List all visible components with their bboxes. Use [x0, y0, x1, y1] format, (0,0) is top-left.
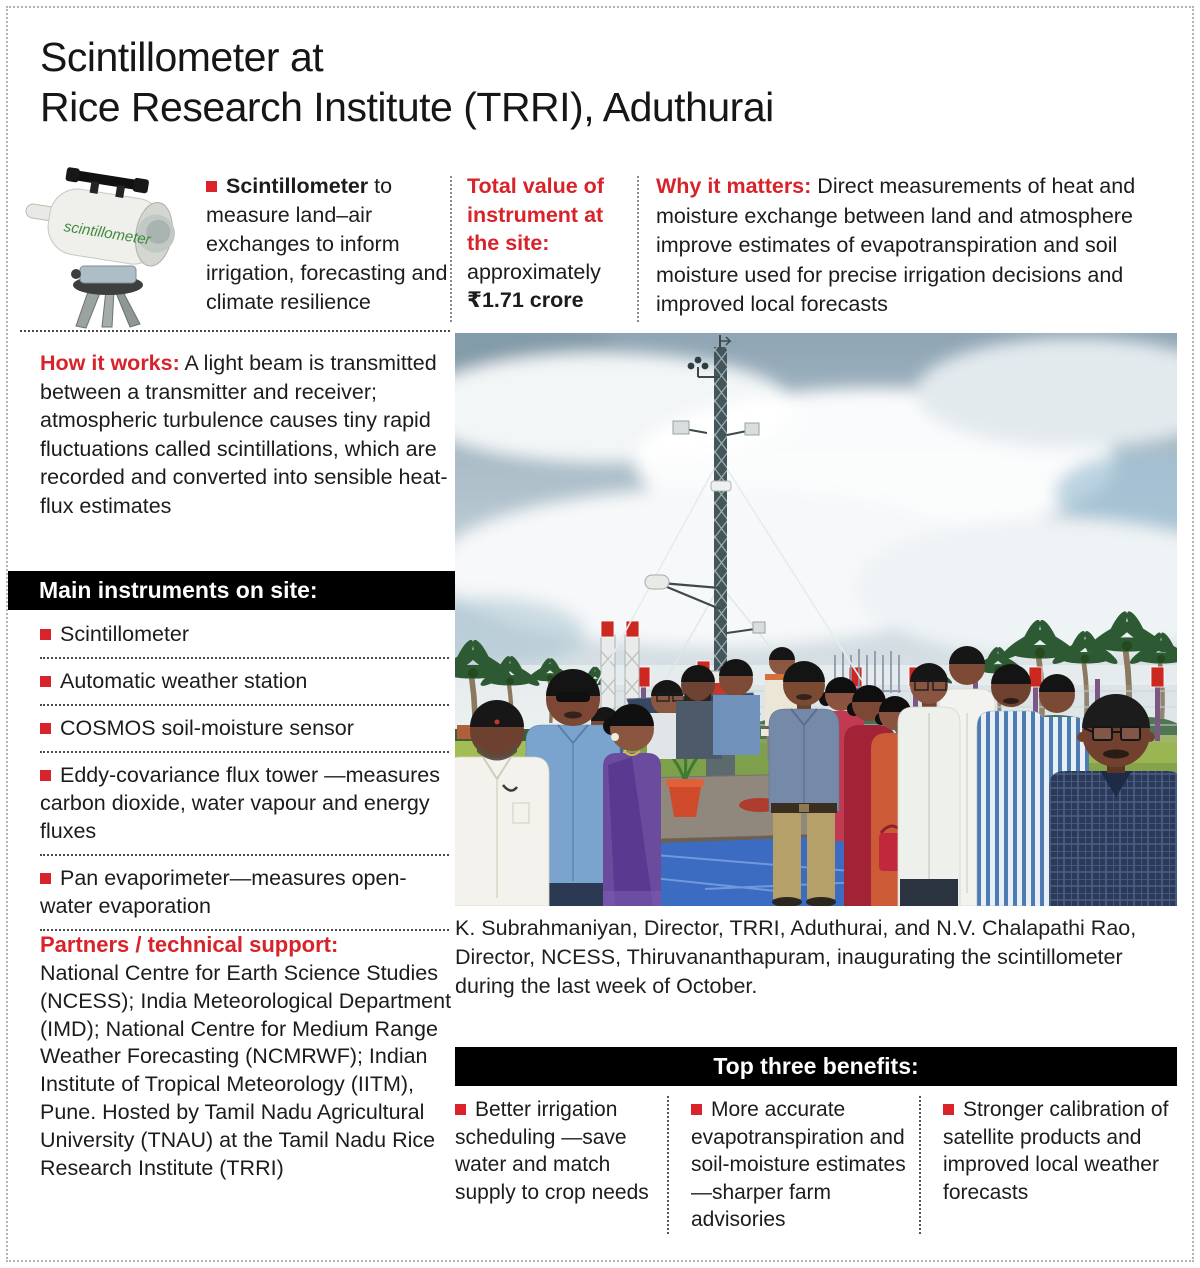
instrument-list-item [40, 659, 449, 706]
sensor [673, 421, 689, 434]
benefits-heading-bar [455, 1047, 1177, 1086]
instrument-list-item [40, 856, 449, 931]
bullet-square-icon [40, 723, 51, 734]
instruments-list [40, 612, 449, 931]
bullet-square-icon [40, 873, 51, 884]
partners-heading: Partners / technical support: [40, 932, 339, 957]
how-label: How it works: [40, 351, 180, 375]
instrument-label: COSMOS soil-moisture sensor [60, 716, 354, 740]
bullet-square-icon [691, 1104, 702, 1115]
intro-rest: to measure land–air exchanges to inform irrigation, forecasting and climate resilience [206, 174, 448, 314]
instrument-list-item [40, 706, 449, 753]
bullet-square-icon [943, 1104, 954, 1115]
instrument-list-item [40, 753, 449, 856]
scope [73, 170, 140, 190]
dotted-separator [20, 330, 450, 332]
title-line-2: Rice Research Institute (TRRI), Aduthurai [40, 84, 774, 130]
page-title [40, 32, 774, 132]
photo-scene [455, 333, 1177, 906]
mount-knob [71, 269, 81, 279]
why-it-matters [656, 172, 1178, 320]
instruments-heading: Main instruments on site: [39, 577, 318, 603]
person [603, 704, 661, 906]
device-body [20, 166, 183, 270]
instrument-label: Eddy-covariance flux tower —measures carbon dioxide, water vapour and energy fluxes [40, 763, 440, 843]
benefits-row [455, 1096, 1177, 1234]
title-line-1: Scintillometer at [40, 34, 324, 80]
group-of-people [455, 646, 1177, 906]
benefit-item [455, 1096, 667, 1234]
bullet-square-icon [40, 629, 51, 640]
photo-caption: K. Subrahmaniyan, Director, TRRI, Aduthurai, and N.V. Chalapathi Rao, Director, NCESS, Thiruvananthapuram, inaugurating the scintillometer during the last week of October. [455, 916, 1137, 998]
device-label-text: scintillometer [62, 218, 152, 249]
instrument-list-item [40, 612, 449, 659]
bullet-square-icon [206, 181, 217, 192]
benefit-text: Stronger calibration of satellite products and improved local weather forecasts [943, 1098, 1169, 1204]
instrument-label: Pan evaporimeter—measures open-water evaporation [40, 866, 407, 918]
scintillometer-product-image [20, 166, 200, 330]
how-text: A light beam is transmitted between a transmitter and receiver; atmospheric turbulence causes tiny rapid fluctuations called scintillations, which are recorded and converted into sensible heat-flux estimates [40, 351, 448, 518]
why-label: Why it matters: [656, 174, 812, 198]
value-block [467, 172, 631, 315]
benefit-item [667, 1096, 919, 1234]
scintillometer-illustration [20, 166, 200, 330]
instrument-label: Automatic weather station [60, 669, 308, 693]
mount-base [80, 266, 136, 283]
value-heading: Total value of instrument at the site: [467, 174, 604, 255]
instruments-heading-bar [8, 571, 457, 610]
how-it-works [40, 349, 452, 520]
partners-text: National Centre for Earth Science Studies (NCESS); India Meteorological Department (IMD); National Centre for Medium Range Weather Forecasting (NCMRWF); Indian Institute of Tropical Meteorology (IITM), Pune. Hosted by Tamil Nadu Agricultural University (TNAU) at the Tamil Nadu Rice Research Institute (TRRI) [40, 961, 452, 1180]
partners-block [40, 930, 454, 1182]
benefits-heading: Top three benefits: [713, 1053, 919, 1079]
bullet-square-icon [455, 1104, 466, 1115]
why-text: Direct measurements of heat and moisture exchange between land and atmosphere improve estimates of evapotranspiration and soil moisture used for precise irrigation decisions and improved local forecasts [656, 174, 1136, 316]
value-amount: ₹1.71 crore [467, 288, 584, 312]
instrument-label: Scintillometer [60, 622, 190, 646]
bullet-square-icon [40, 770, 51, 781]
column-divider [450, 176, 452, 322]
scintillometer-sensor [645, 575, 669, 589]
intro-bold: Scintillometer [226, 174, 369, 198]
benefit-item [919, 1096, 1177, 1234]
intro-text [206, 172, 450, 317]
benefit-text: More accurate evapotranspiration and soil-moisture estimates —sharper farm advisories [691, 1098, 906, 1231]
value-approx: approximately [467, 259, 601, 284]
benefit-text: Better irrigation scheduling —save water and match supply to crop needs [455, 1098, 649, 1204]
column-divider [637, 176, 639, 322]
bullet-square-icon [40, 676, 51, 687]
inauguration-photo [455, 333, 1177, 906]
